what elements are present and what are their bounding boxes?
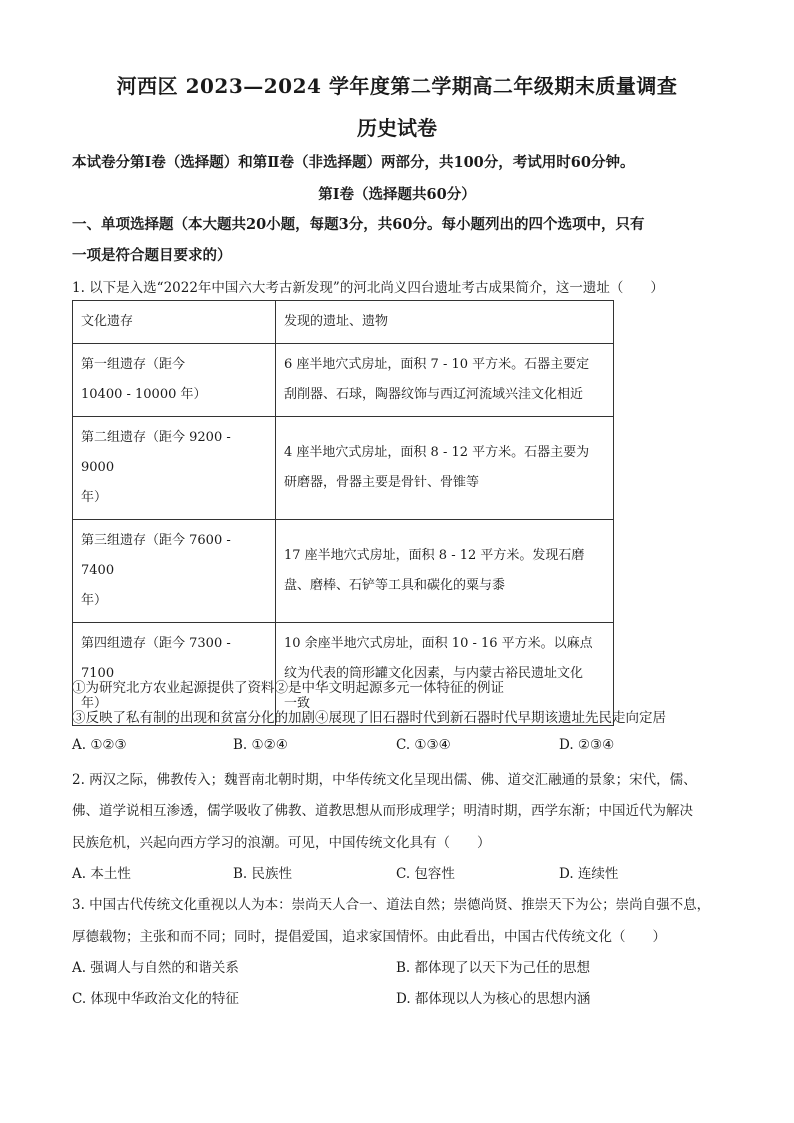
q1-statement-1: ①为研究北方农业起源提供了资料②是中华文明起源多元一体特征的例证 xyxy=(72,680,504,696)
cell-line: 盘、磨棒、石铲等工具和碳化的粟与黍 xyxy=(284,578,506,593)
q3-option-c[interactable]: C. 体现中华政治文化的特征 xyxy=(72,991,239,1007)
table-row xyxy=(73,520,614,623)
cell-line: 第四组遗存（距今 7300 - 7100 xyxy=(81,636,231,681)
cell-line: 纹为代表的筒形罐文化因素，与内蒙古裕民遗址文化 xyxy=(284,666,584,681)
table-header-cell: 文化遗存 xyxy=(73,301,276,344)
cell-line: 刮削器、石球，陶器纹饰与西辽河流域兴洼文化相近 xyxy=(284,387,584,402)
cell-line: 年） xyxy=(81,593,108,608)
q1-statement-2: ③反映了私有制的出现和贫富分化的加剧④展现了旧石器时代到新石器时代早期该遗址先民走向定居 xyxy=(72,710,666,726)
exam-subtitle: 历史试卷 xyxy=(357,116,437,140)
q2-option-c[interactable]: C. 包容性 xyxy=(396,866,455,882)
table-cell xyxy=(73,344,276,417)
q1-stem: 1. 以下是入选“2022年中国六大考古新发现”的河北尚义四台遗址考古成果简介，这一遗址（ ） xyxy=(72,280,664,296)
cell-line: 第二组遗存（距今 9200 - 9000 xyxy=(81,430,231,475)
q3-stem-line1: 3. 中国古代传统文化重视以人为本：崇尚天人合一、道法自然；崇德尚贤、推崇天下为公；崇尚自强不息， xyxy=(72,897,711,913)
cell-line: 年） xyxy=(81,490,108,505)
q1-option-d[interactable]: D. ②③④ xyxy=(559,737,615,753)
q3-stem-line2: 厚德载物；主张和而不同；同时，提倡爱国，追求家国情怀。由此看出，中国古代传统文化（ ） xyxy=(72,929,666,945)
table-row xyxy=(73,344,614,417)
cell-line: 10400 - 10000 年） xyxy=(81,387,207,402)
cell-line: 17 座半地穴式房址，面积 8 - 12 平方米。发现石磨 xyxy=(284,548,585,563)
q1-option-a[interactable]: A. ①②③ xyxy=(72,737,127,753)
cell-line: 第三组遗存（距今 7600 - 7400 xyxy=(81,533,231,578)
table-cell xyxy=(73,520,276,623)
part-title: 第Ⅰ卷（选择题共60分） xyxy=(318,186,476,203)
table-row xyxy=(73,417,614,520)
table-header-row xyxy=(73,301,614,344)
q2-option-a[interactable]: A. 本土性 xyxy=(72,866,131,882)
q1-table xyxy=(72,300,614,726)
q1-option-b[interactable]: B. ①②④ xyxy=(233,737,288,753)
cell-line: 第一组遗存（距今 xyxy=(81,357,186,372)
q2-stem-line3: 民族危机，兴起向西方学习的浪潮。可见，中国传统文化具有（ ） xyxy=(72,835,491,851)
q3-option-a[interactable]: A. 强调人与自然的和谐关系 xyxy=(72,960,239,976)
cell-line: 年） xyxy=(81,696,108,711)
section-heading-line2: 一项是符合题目要求的） xyxy=(72,247,232,264)
table-cell xyxy=(276,417,614,520)
q3-option-d[interactable]: D. 都体现以人为核心的思想内涵 xyxy=(396,991,591,1007)
exam-title: 河西区 2023—2024 学年度第二学期高二年级期末质量调查 xyxy=(116,74,678,98)
exam-intro: 本试卷分第Ⅰ卷（选择题）和第Ⅱ卷（非选择题）两部分，共100分，考试用时60分钟。 xyxy=(72,154,635,171)
section-heading-line1: 一、单项选择题（本大题共20小题，每题3分，共60分。每小题列出的四个选项中，只有 xyxy=(72,216,645,233)
cell-line: 研磨器，骨器主要是骨针、骨锥等 xyxy=(284,475,480,490)
cell-line: 10 余座半地穴式房址，面积 10 - 16 平方米。以麻点 xyxy=(284,636,593,651)
q2-option-b[interactable]: B. 民族性 xyxy=(233,866,293,882)
cell-line: 6 座半地穴式房址，面积 7 - 10 平方米。石器主要定 xyxy=(284,357,590,372)
q2-stem-line2: 佛、道学说相互渗透，儒学吸收了佛教、道教思想从而形成理学；明清时期，西学东渐；中国近代为解决 xyxy=(72,803,693,819)
table-cell xyxy=(276,520,614,623)
cell-line: 一致 xyxy=(284,696,311,711)
cell-line: 4 座半地穴式房址，面积 8 - 12 平方米。石器主要为 xyxy=(284,445,590,460)
table-cell xyxy=(73,417,276,520)
table-cell xyxy=(276,344,614,417)
table-header-cell: 发现的遗址、遗物 xyxy=(276,301,614,344)
q1-option-c[interactable]: C. ①③④ xyxy=(396,737,451,753)
q2-stem-line1: 2. 两汉之际，佛教传入；魏晋南北朝时期，中华传统文化呈现出儒、佛、道交汇融通的景象；宋代，儒、 xyxy=(72,772,697,788)
q2-option-d[interactable]: D. 连续性 xyxy=(559,866,619,882)
q3-option-b[interactable]: B. 都体现了以天下为己任的思想 xyxy=(396,960,591,976)
